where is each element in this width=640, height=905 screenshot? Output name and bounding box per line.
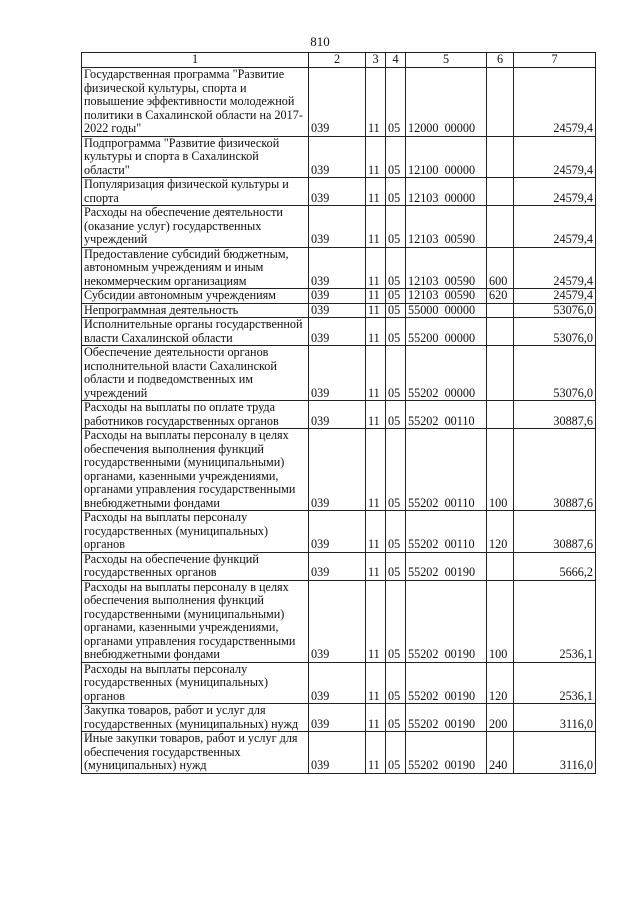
- table-row: [82, 704, 596, 732]
- cell-ministry-code: 039: [309, 662, 366, 704]
- cell-expense-type: [487, 68, 514, 137]
- cell-expense-type: 100: [487, 429, 514, 511]
- table-row: [82, 552, 596, 580]
- cell-subsection: 05: [386, 289, 406, 304]
- cell-ministry-code: 039: [309, 206, 366, 248]
- cell-row-name: Популяризация физической культуры и спорта: [82, 178, 309, 206]
- cell-expense-type: [487, 346, 514, 401]
- cell-row-name: Расходы на выплаты персоналу в целях обеспечения выполнения функций государственными (муниципальными) органами, казенными учреждениями, органами управления государственными внебюджетными фондами: [82, 580, 309, 662]
- cell-expense-type: [487, 303, 514, 318]
- cell-expense-type: [487, 552, 514, 580]
- cell-row-name: Иные закупки товаров, работ и услуг для обеспечения государственных (муниципальных) нужд: [82, 732, 309, 774]
- cell-section: 11: [366, 704, 386, 732]
- header-col-3: 3: [366, 53, 386, 68]
- cell-target-article: 55200 00000: [406, 318, 487, 346]
- cell-target-article: 55202 00110: [406, 511, 487, 553]
- cell-ministry-code: 039: [309, 178, 366, 206]
- cell-ministry-code: 039: [309, 401, 366, 429]
- cell-target-article: 12103 00590: [406, 289, 487, 304]
- cell-section: 11: [366, 289, 386, 304]
- cell-ministry-code: 039: [309, 303, 366, 318]
- cell-amount: 53076,0: [514, 318, 596, 346]
- cell-ministry-code: 039: [309, 704, 366, 732]
- cell-row-name: Расходы на выплаты по оплате труда работников государственных органов: [82, 401, 309, 429]
- header-col-7: 7: [514, 53, 596, 68]
- cell-subsection: 05: [386, 732, 406, 774]
- cell-subsection: 05: [386, 580, 406, 662]
- cell-amount: 30887,6: [514, 429, 596, 511]
- cell-section: 11: [366, 732, 386, 774]
- cell-expense-type: [487, 401, 514, 429]
- cell-expense-type: 240: [487, 732, 514, 774]
- cell-expense-type: 100: [487, 580, 514, 662]
- cell-row-name: Предоставление субсидий бюджетным, автономным учреждениям и иным некоммерческим организациям: [82, 247, 309, 289]
- cell-target-article: 55202 00110: [406, 429, 487, 511]
- table-row: [82, 303, 596, 318]
- header-col-2: 2: [309, 53, 366, 68]
- cell-expense-type: 120: [487, 662, 514, 704]
- cell-subsection: 05: [386, 318, 406, 346]
- cell-target-article: 55202 00190: [406, 704, 487, 732]
- cell-amount: 2536,1: [514, 662, 596, 704]
- cell-section: 11: [366, 136, 386, 178]
- cell-row-name: Субсидии автономным учреждениям: [82, 289, 309, 304]
- cell-section: 11: [366, 401, 386, 429]
- table-row: [82, 178, 596, 206]
- cell-subsection: 05: [386, 552, 406, 580]
- cell-ministry-code: 039: [309, 346, 366, 401]
- cell-target-article: 55202 00000: [406, 346, 487, 401]
- cell-section: 11: [366, 552, 386, 580]
- cell-ministry-code: 039: [309, 318, 366, 346]
- cell-row-name: Расходы на выплаты персоналу в целях обеспечения выполнения функций государственными (муниципальными) органами, казенными учреждениями, органами управления государственными внебюджетными фондами: [82, 429, 309, 511]
- cell-subsection: 05: [386, 178, 406, 206]
- cell-subsection: 05: [386, 401, 406, 429]
- cell-target-article: 12100 00000: [406, 136, 487, 178]
- cell-target-article: 12000 00000: [406, 68, 487, 137]
- cell-subsection: 05: [386, 429, 406, 511]
- table-row: [82, 346, 596, 401]
- cell-section: 11: [366, 346, 386, 401]
- cell-amount: 53076,0: [514, 346, 596, 401]
- cell-amount: 24579,4: [514, 206, 596, 248]
- cell-section: 11: [366, 178, 386, 206]
- cell-subsection: 05: [386, 206, 406, 248]
- cell-ministry-code: 039: [309, 732, 366, 774]
- cell-subsection: 05: [386, 247, 406, 289]
- header-col-5: 5: [406, 53, 487, 68]
- cell-amount: 24579,4: [514, 136, 596, 178]
- cell-row-name: Закупка товаров, работ и услуг для государственных (муниципальных) нужд: [82, 704, 309, 732]
- cell-target-article: 55202 00110: [406, 401, 487, 429]
- cell-target-article: 55202 00190: [406, 732, 487, 774]
- table-row: [82, 206, 596, 248]
- cell-expense-type: [487, 136, 514, 178]
- cell-section: 11: [366, 247, 386, 289]
- cell-amount: 24579,4: [514, 178, 596, 206]
- cell-section: 11: [366, 662, 386, 704]
- cell-ministry-code: 039: [309, 580, 366, 662]
- cell-ministry-code: 039: [309, 68, 366, 137]
- cell-amount: 24579,4: [514, 247, 596, 289]
- cell-amount: 30887,6: [514, 401, 596, 429]
- cell-section: 11: [366, 303, 386, 318]
- cell-subsection: 05: [386, 303, 406, 318]
- cell-amount: 24579,4: [514, 68, 596, 137]
- cell-row-name: Расходы на выплаты персоналу государственных (муниципальных) органов: [82, 511, 309, 553]
- cell-target-article: 12103 00000: [406, 178, 487, 206]
- cell-ministry-code: 039: [309, 289, 366, 304]
- header-col-6: 6: [487, 53, 514, 68]
- cell-section: 11: [366, 318, 386, 346]
- table-row: [82, 68, 596, 137]
- cell-ministry-code: 039: [309, 136, 366, 178]
- table-row: [82, 136, 596, 178]
- cell-row-name: Подпрограмма "Развитие физической культуры и спорта в Сахалинской области": [82, 136, 309, 178]
- cell-target-article: 55202 00190: [406, 552, 487, 580]
- cell-subsection: 05: [386, 346, 406, 401]
- cell-ministry-code: 039: [309, 511, 366, 553]
- cell-expense-type: [487, 206, 514, 248]
- cell-row-name: Расходы на обеспечение функций государственных органов: [82, 552, 309, 580]
- cell-section: 11: [366, 206, 386, 248]
- cell-target-article: 55202 00190: [406, 662, 487, 704]
- cell-amount: 30887,6: [514, 511, 596, 553]
- cell-row-name: Непрограммная деятельность: [82, 303, 309, 318]
- table-row: [82, 318, 596, 346]
- cell-amount: 24579,4: [514, 289, 596, 304]
- cell-expense-type: 200: [487, 704, 514, 732]
- cell-section: 11: [366, 580, 386, 662]
- table-row: [82, 289, 596, 304]
- cell-row-name: Обеспечение деятельности органов исполнительной власти Сахалинской области и подведомственных им учреждений: [82, 346, 309, 401]
- cell-expense-type: 600: [487, 247, 514, 289]
- header-col-1: 1: [82, 53, 309, 68]
- cell-amount: 2536,1: [514, 580, 596, 662]
- cell-subsection: 05: [386, 68, 406, 137]
- table-row: [82, 401, 596, 429]
- cell-target-article: 12103 00590: [406, 247, 487, 289]
- header-col-4: 4: [386, 53, 406, 68]
- cell-subsection: 05: [386, 662, 406, 704]
- cell-expense-type: [487, 318, 514, 346]
- table-row: [82, 247, 596, 289]
- header-row: [82, 53, 596, 68]
- cell-section: 11: [366, 68, 386, 137]
- cell-amount: 3116,0: [514, 704, 596, 732]
- cell-target-article: 12103 00590: [406, 206, 487, 248]
- cell-section: 11: [366, 429, 386, 511]
- cell-row-name: Расходы на обеспечение деятельности (оказание услуг) государственных учреждений: [82, 206, 309, 248]
- cell-row-name: Государственная программа "Развитие физической культуры, спорта и повышение эффективности молодежной политики в Сахалинской области на 2017-2022 годы": [82, 68, 309, 137]
- cell-subsection: 05: [386, 511, 406, 553]
- table-row: [82, 662, 596, 704]
- cell-expense-type: [487, 178, 514, 206]
- cell-amount: 3116,0: [514, 732, 596, 774]
- cell-subsection: 05: [386, 704, 406, 732]
- page-number: 810: [310, 34, 330, 49]
- budget-table: [81, 52, 596, 774]
- cell-target-article: 55000 00000: [406, 303, 487, 318]
- table-row: [82, 511, 596, 553]
- cell-amount: 5666,2: [514, 552, 596, 580]
- table-row: [82, 429, 596, 511]
- cell-ministry-code: 039: [309, 429, 366, 511]
- cell-subsection: 05: [386, 136, 406, 178]
- cell-expense-type: 120: [487, 511, 514, 553]
- cell-row-name: Расходы на выплаты персоналу государственных (муниципальных) органов: [82, 662, 309, 704]
- cell-expense-type: 620: [487, 289, 514, 304]
- table-row: [82, 580, 596, 662]
- cell-target-article: 55202 00190: [406, 580, 487, 662]
- cell-section: 11: [366, 511, 386, 553]
- cell-row-name: Исполнительные органы государственной власти Сахалинской области: [82, 318, 309, 346]
- cell-amount: 53076,0: [514, 303, 596, 318]
- cell-ministry-code: 039: [309, 247, 366, 289]
- cell-ministry-code: 039: [309, 552, 366, 580]
- table-row: [82, 732, 596, 774]
